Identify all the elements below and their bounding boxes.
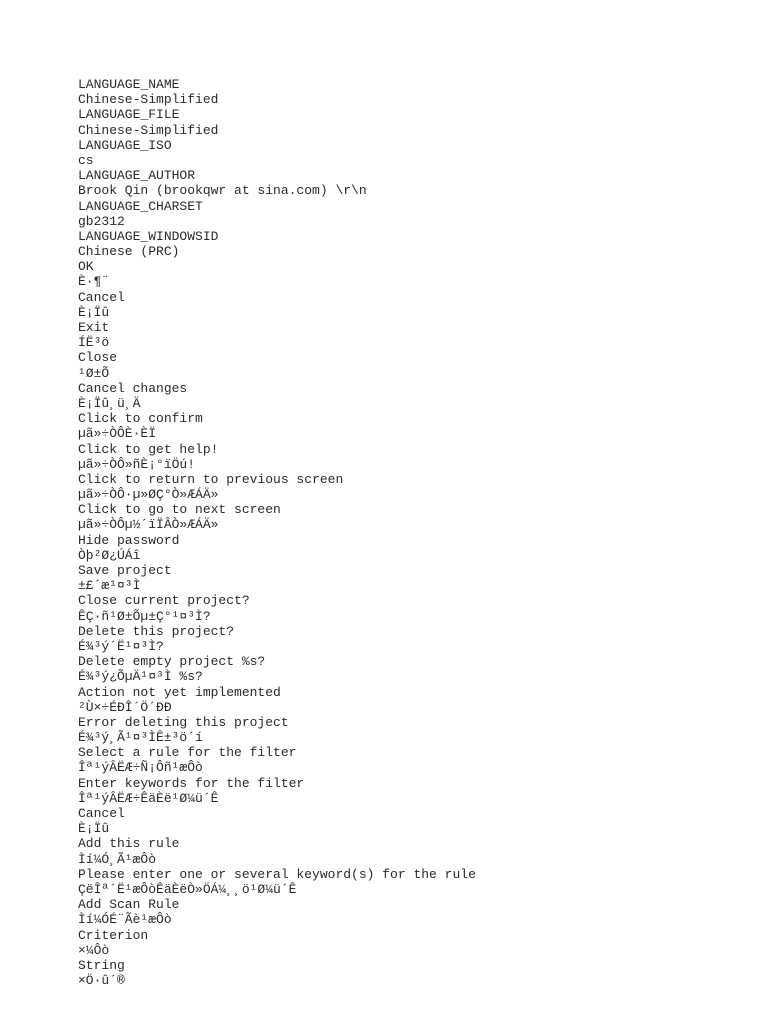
text-line: Cancel — [78, 289, 125, 305]
text-line: Òþ²Ø¿ÚÁî — [78, 547, 141, 563]
text-line: ¹Ø±Õ — [78, 365, 110, 381]
text-line: Chinese (PRC) — [78, 244, 180, 260]
text-line: È¡Ïû — [78, 821, 110, 837]
text-line: Action not yet implemented — [78, 684, 281, 700]
text-line: Ìí¼Ó¸Ã¹æÔò — [78, 851, 157, 867]
text-line: Chinese-Simplified — [78, 92, 219, 108]
text-line: Click to get help! — [78, 441, 219, 457]
text-line: Ìí¼ÓÉ¨Ãè¹æÔò — [78, 912, 172, 928]
text-line: Error deleting this project — [78, 714, 289, 730]
text-line: LANGUAGE_NAME — [78, 77, 180, 92]
text-line: É¾³ý¸Ã¹¤³ÌÊ±³ö´í — [78, 730, 203, 746]
text-line: ×Ö·û´® — [78, 973, 125, 989]
text-line: ÇëÎª´Ë¹æÔòÊäÈëÒ»ÖÁ¼¸¸ö¹Ø¼ü´Ê — [78, 881, 297, 897]
text-line: Please enter one or several keyword(s) for the rule — [78, 866, 476, 882]
text-line: É¾³ý´Ë¹¤³Ì? — [78, 638, 164, 654]
text-line: ×¼Ôò — [78, 942, 110, 958]
text-line: Close — [78, 350, 118, 366]
text-line: µã»÷ÒÔ»ñÈ¡°ïÖú! — [78, 456, 196, 472]
text-line: ±£´æ¹¤³Ì — [78, 578, 141, 594]
text-line: µã»÷ÒÔµ½´ïÏÂÒ»ÆÁÄ» — [78, 517, 219, 533]
text-line: ²Ù×÷ÉÐÎ´Ö´ÐÐ — [78, 699, 172, 715]
text-line: Îª¹ýÂËÆ÷Ñ¡Ôñ¹æÔò — [78, 760, 203, 776]
text-line: Close current project? — [78, 593, 250, 609]
text-line: Click to return to previous screen — [78, 471, 344, 487]
text-line: Click to go to next screen — [78, 502, 281, 518]
text-line: LANGUAGE_WINDOWSID — [78, 228, 219, 244]
text-line: µã»÷ÒÔ·µ»ØÇ°Ò»ÆÁÄ» — [78, 487, 219, 503]
text-line: OK — [78, 259, 94, 275]
text-line: Chinese-Simplified — [78, 122, 219, 138]
text-line: Save project — [78, 563, 172, 578]
text-line: Exit — [78, 320, 110, 335]
text-line: LANGUAGE_CHARSET — [78, 198, 203, 214]
text-line: Brook Qin (brookqwr at sina.com) \r\n — [78, 183, 367, 199]
text-line: Add Scan Rule — [78, 897, 180, 913]
text-line: Îª¹ýÂËÆ÷ÊäÈë¹Ø¼ü´Ê — [78, 790, 219, 806]
text-line: Add this rule — [78, 836, 180, 852]
language-file-text — [78, 77, 738, 988]
text-line: Cancel — [78, 806, 125, 821]
text-line: Enter keywords for the filter — [78, 775, 305, 791]
text-line: LANGUAGE_FILE — [78, 107, 180, 123]
text-line: Delete this project? — [78, 623, 235, 639]
text-line: LANGUAGE_AUTHOR — [78, 168, 196, 184]
text-line: È¡Ïû — [78, 304, 110, 320]
text-line: Criterion — [78, 927, 149, 943]
text-line: Hide password — [78, 532, 180, 548]
text-line: gb2312 — [78, 213, 125, 229]
text-line: ÍË³ö — [78, 335, 110, 351]
text-line: µã»÷ÒÔÈ·ÈÏ — [78, 426, 157, 442]
text-line: ÊÇ·ñ¹Ø±Õµ±Ç°¹¤³Ì? — [78, 608, 211, 624]
text-line: String — [78, 957, 125, 973]
text-line: É¾³ý¿ÕµÄ¹¤³Ì %s? — [78, 669, 203, 685]
text-line: cs — [78, 152, 94, 168]
text-line: Cancel changes — [78, 380, 188, 396]
text-line: Click to confirm — [78, 411, 203, 427]
text-line: LANGUAGE_ISO — [78, 137, 172, 153]
text-line: Delete empty project %s? — [78, 654, 266, 670]
text-line: È·¶¨ — [78, 274, 110, 290]
text-line: Select a rule for the filter — [78, 745, 297, 761]
text-line: È¡Ïû¸ü¸Ä — [78, 395, 141, 411]
